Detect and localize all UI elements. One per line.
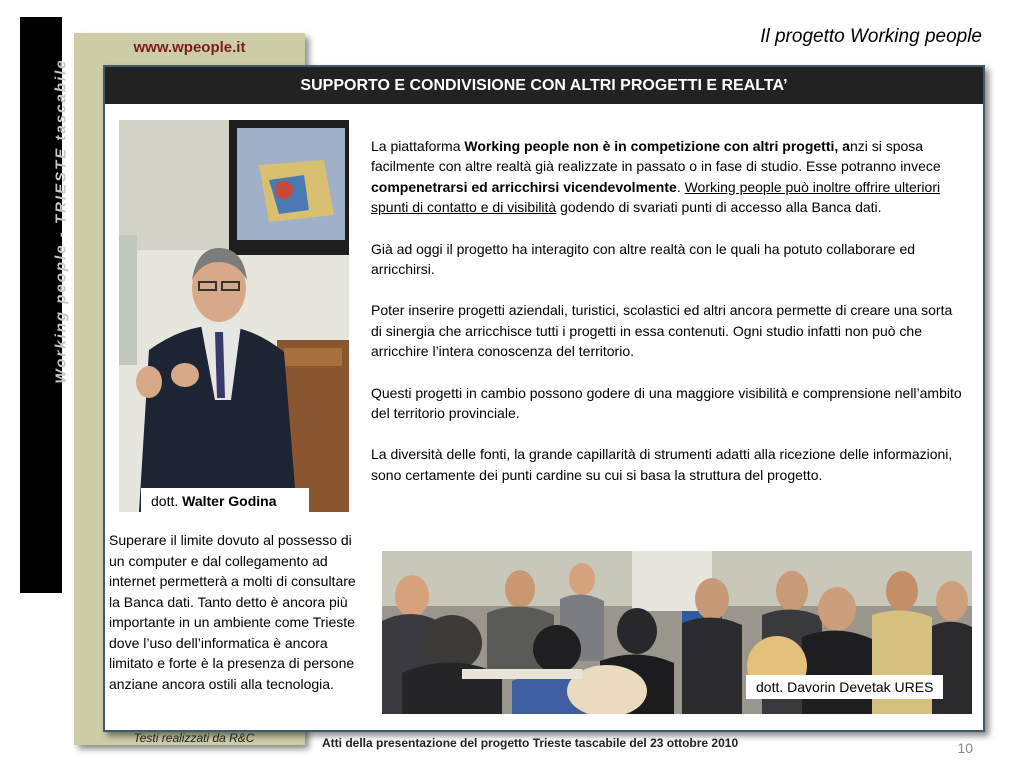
p1-ending: godendo di svariati punti di accesso alla Banca dati. — [556, 199, 882, 216]
caption-walter-godina — [141, 488, 309, 512]
side-bar — [20, 17, 70, 593]
photo-speaker-illustration — [119, 120, 349, 512]
caption-name: Walter Godina — [182, 493, 277, 509]
paragraph-2: Già ad oggi il progetto ha interagito con altre realtà con le quali ha potuto collaborare ed arricchirsi. — [371, 240, 916, 278]
slide-title: SUPPORTO E CONDIVISIONE CON ALTRI PROGETTI E REALTA’ — [105, 67, 983, 104]
p1-text: nzi si sposa facilmente con altre realtà già realizzate in passato o in fase di studio. Esse potranno invece — [371, 138, 941, 175]
paragraph-5: La diversità delle fonti, la grande capillarità di strumenti adatti alla ricezione delle informazioni, sono certamente dei punti cardine su cui si basa la struttura del progetto. — [371, 446, 953, 483]
left-text-block: Superare il limite dovuto al possesso di un computer e dal collegamento ad internet permetterà a molti di consultare la Banca dati. Tanto detto è ancora più importante in un ambiente come Trieste dove l’uso dell’informatica è ancora limitato e forte è la presenza di persone anziane ancora ostili alla tecnologia. — [109, 532, 356, 692]
p1-separator: . — [676, 178, 685, 195]
p1-underlined-phrase: Working people può inoltre offrire ulteriori spunti di contatto e di visibilità — [371, 178, 941, 216]
photo-walter-godina — [119, 120, 349, 512]
credit-line: Testi realizzati da R&C — [133, 731, 255, 745]
main-body-text — [371, 136, 967, 506]
page-number: 10 — [957, 740, 973, 756]
footer-text: Atti della presentazione del progetto Trieste tascabile del 23 ottobre 2010 — [322, 736, 739, 750]
paragraph-4: Questi progetti in cambio possono godere di una maggiore visibilità e comprensione nell’ambito del territorio provinciale. — [371, 384, 962, 422]
caption-davorin-devetak: dott. Davorin Devetak URES — [746, 675, 943, 699]
side-bar-text: Working people - TRIESTE tascabile — [52, 58, 70, 384]
caption-prefix: dott. — [151, 493, 183, 509]
website-url: www.wpeople.it — [133, 39, 246, 56]
paragraph-1 — [371, 136, 967, 218]
p1-bold-phrase: compenetrarsi ed arricchirsi vicendevolmente — [371, 178, 677, 195]
deck-title: Il progetto Working people — [760, 26, 982, 47]
p1-bold-statement: Working people non è in competizione con altri progetti, a — [464, 138, 850, 154]
p1-intro: La piattaforma — [371, 138, 465, 154]
paragraph-3: Poter inserire progetti aziendali, turistici, scolastici ed altri ancora permette di creare una sorta di sinergia che arricchisce tutti i progetti in essa contenuti. Ogni studio infatti non può che arricchire l’intera conoscenza del territorio. — [371, 302, 953, 360]
